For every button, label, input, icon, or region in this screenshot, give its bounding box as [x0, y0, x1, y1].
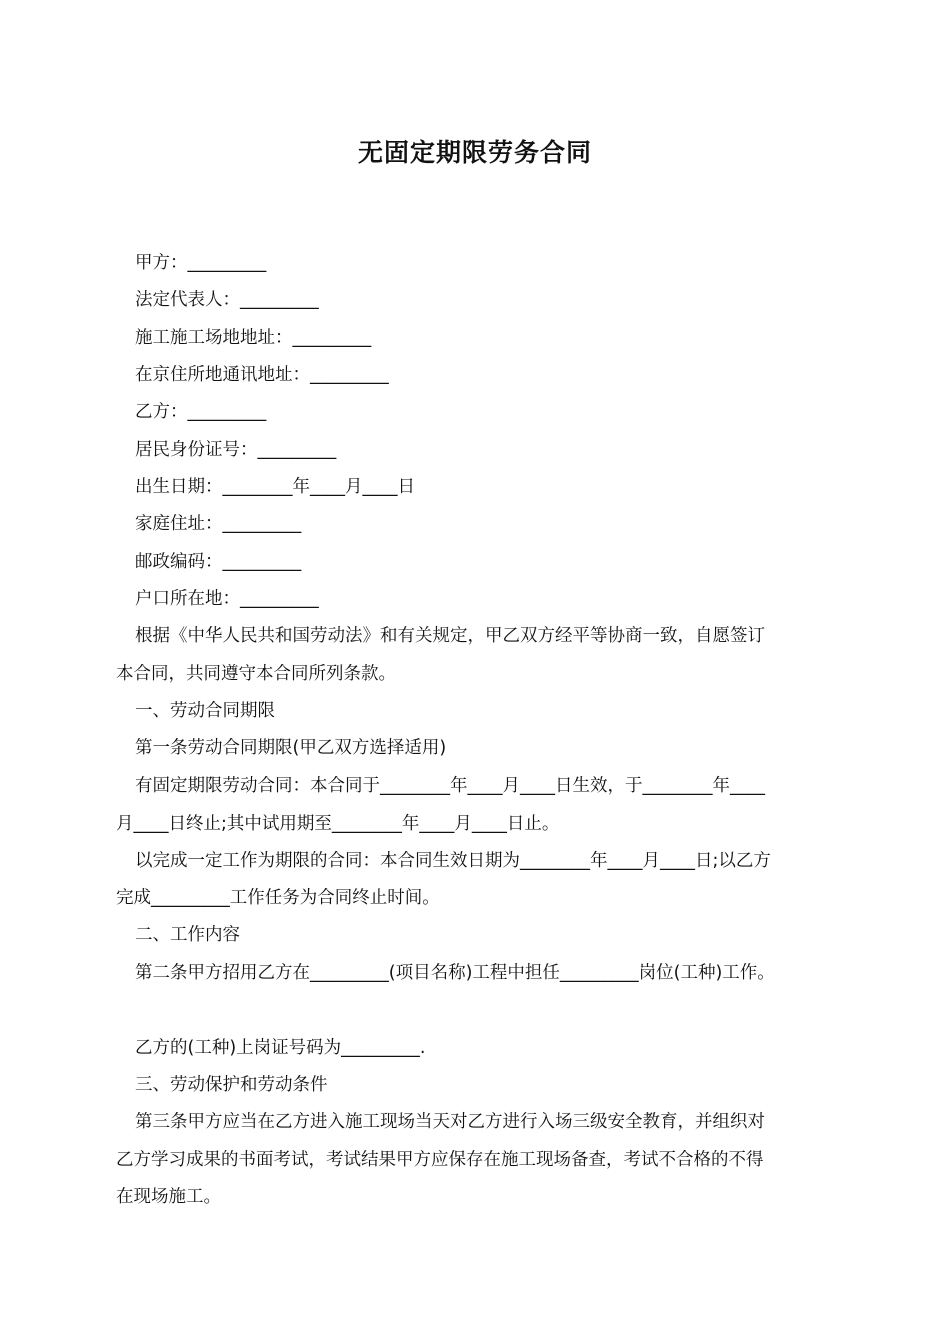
party-a-field: 甲方：_________ [135, 253, 267, 273]
article-3-line-2: 乙方学习成果的书面考试，考试结果甲方应保存在施工现场备查，考试不合格的不得 [116, 1150, 764, 1170]
section-heading-1: 一、劳动合同期限 [135, 701, 275, 721]
household-registration-field: 户口所在地：_________ [135, 589, 319, 609]
beijing-address-field: 在京住所地通讯地址：_________ [135, 365, 389, 385]
party-b-field: 乙方：_________ [135, 402, 267, 422]
task-term-line-2: 完成_________工作任务为合同终止时间。 [116, 888, 440, 908]
preamble-line-2: 本合同，共同遵守本合同所列条款。 [116, 664, 396, 684]
article-3-line-1: 第三条甲方应当在乙方进入施工现场当天对乙方进行入场三级安全教育，并组织对 [135, 1112, 765, 1132]
article-2-line: 第二条甲方招用乙方在_________(项目名称)工程中担任_________岗位(工种)工作。 [135, 963, 775, 983]
preamble-line-1: 根据《中华人民共和国劳动法》和有关规定，甲乙双方经平等协商一致，自愿签订 [135, 626, 765, 646]
birth-date-field: 出生日期：________年____月____日 [135, 477, 415, 497]
id-number-field: 居民身份证号：_________ [135, 440, 337, 460]
section-heading-2: 二、工作内容 [135, 925, 240, 945]
certificate-number-line: 乙方的(工种)上岗证号码为_________. [135, 1038, 426, 1058]
site-address-field: 施工施工场地地址：_________ [135, 328, 372, 348]
task-term-line-1: 以完成一定工作为期限的合同：本合同生效日期为________年____月____日;以乙方 [135, 851, 771, 871]
page-title: 无固定期限劳务合同 [357, 138, 592, 167]
article-1-heading: 第一条劳动合同期限(甲乙双方选择适用) [135, 738, 447, 758]
legal-representative-field: 法定代表人：_________ [135, 290, 319, 310]
home-address-field: 家庭住址：_________ [135, 514, 302, 534]
postal-code-field: 邮政编码：_________ [135, 552, 302, 572]
fixed-term-line-2: 月____日终止;其中试用期至________年____月____日止。 [116, 814, 560, 834]
article-3-line-3: 在现场施工。 [116, 1187, 221, 1207]
section-heading-3: 三、劳动保护和劳动条件 [135, 1075, 328, 1095]
fixed-term-line-1: 有固定期限劳动合同：本合同于________年____月____日生效，于________年____ [135, 776, 765, 796]
